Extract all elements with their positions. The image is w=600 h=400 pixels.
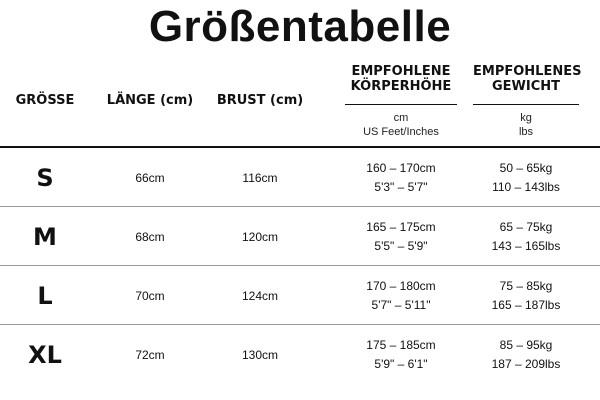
weight-cell [473,266,579,325]
chest-cell: 116cm [242,170,278,185]
weight-unit-imperial: lbs [518,126,534,138]
weight-kg: 65 – 75kg [499,219,553,234]
weight-kg: 85 – 95kg [499,337,553,352]
table-row [0,266,600,325]
header-height-underline [345,104,457,105]
weight-lbs: 165 – 187lbs [491,297,561,312]
table-row [0,148,600,207]
length-cell: 70cm [135,288,165,303]
table-row [0,325,600,384]
height-cm: 160 – 170cm [366,160,436,175]
chest-cell: 130cm [241,347,279,362]
weight-cell [473,325,579,384]
header-weight-line1: EMPFOHLENES [473,64,582,79]
header-height-line2: KÖRPERHÖHE [350,79,452,94]
header-size: GRÖSSE [15,93,75,108]
size-label: XL [28,340,62,369]
header-weight-line2: GEWICHT [491,79,560,94]
header-height-line1: EMPFOHLENE [351,64,451,79]
height-ft: 5'9" – 6'1" [374,356,428,371]
header-length: LÄNGE (cm) [106,93,194,108]
weight-units [473,111,579,139]
height-unit-metric: cm [393,112,409,124]
weight-unit-metric: kg [520,112,532,124]
height-ft: 5'5" – 5'9" [374,238,428,253]
size-label: S [36,163,54,192]
length-cell: 66cm [135,170,165,185]
height-ft: 5'3" – 5'7" [374,179,428,194]
height-units [345,111,457,139]
header-height [345,64,457,94]
height-cell [345,207,457,266]
weight-lbs: 143 – 165lbs [491,238,561,253]
height-cell [345,148,457,207]
height-cm: 175 – 185cm [366,337,436,352]
weight-lbs: 110 – 143lbs [492,179,560,194]
size-label: M [33,222,57,251]
height-cm: 170 – 180cm [366,278,436,293]
height-unit-imperial: US Feet/Inches [363,126,439,138]
chest-cell: 124cm [241,288,279,303]
weight-lbs: 187 – 209lbs [491,356,561,371]
weight-kg: 75 – 85kg [499,278,553,293]
height-ft: 5'7" – 5'11" [371,297,431,312]
header-chest: BRUST (cm) [216,93,304,108]
length-cell: 72cm [135,347,165,362]
length-cell: 68cm [135,229,165,244]
table-row [0,207,600,266]
header-weight-underline [473,104,579,105]
height-cell [345,325,457,384]
height-cm: 165 – 175cm [366,219,436,234]
weight-cell [473,148,579,207]
header-weight [473,64,582,94]
page-title: Größentabelle [148,2,452,51]
chest-cell: 120cm [241,229,279,244]
weight-kg: 50 – 65kg [499,160,553,175]
weight-cell [473,207,579,266]
height-cell [345,266,457,325]
size-label: L [37,281,53,310]
